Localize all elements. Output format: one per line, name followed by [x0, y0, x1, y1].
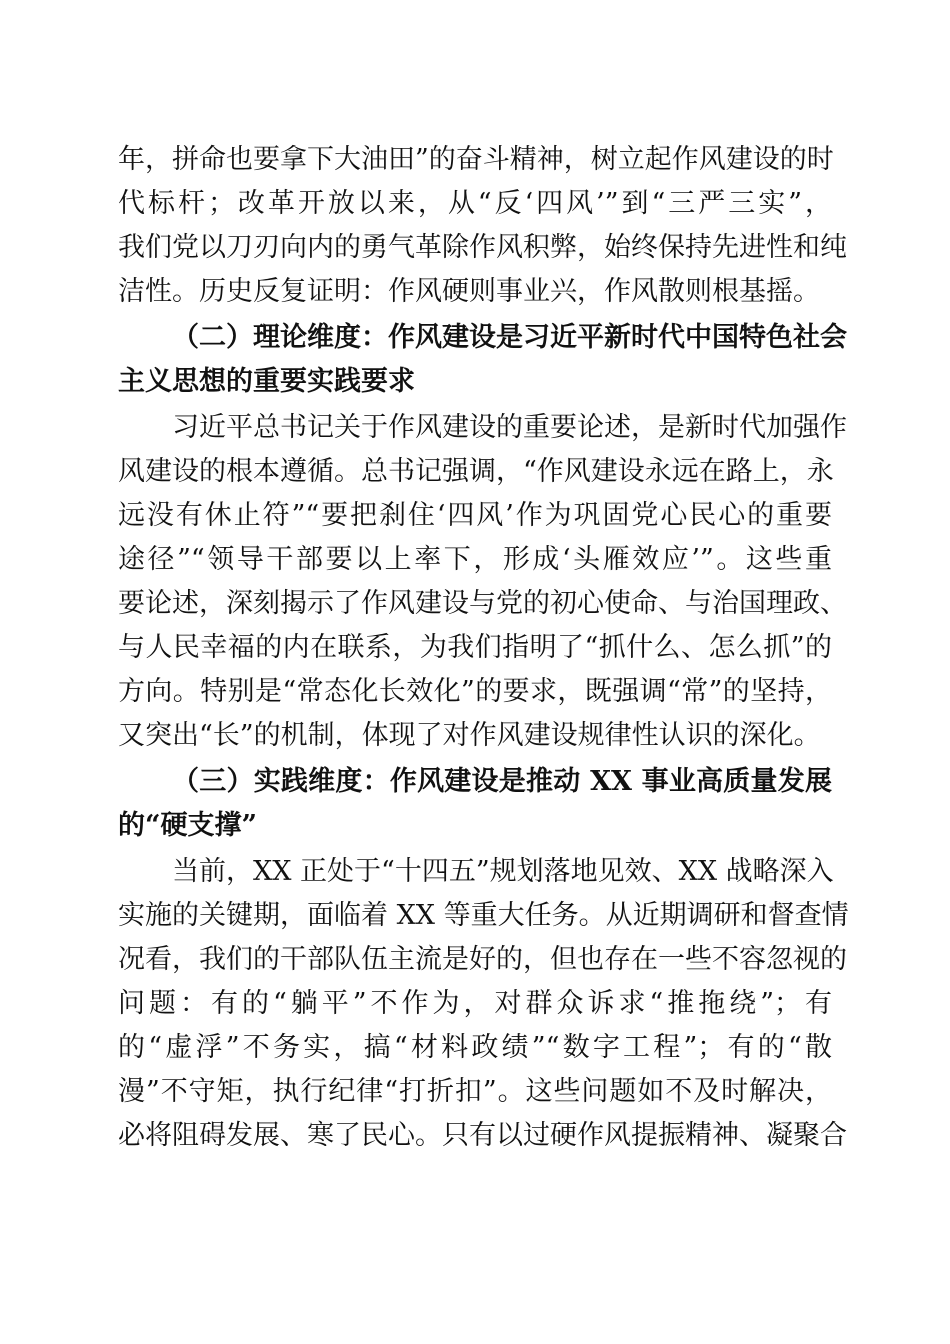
body-line: 方向。特别是“常态化长效化”的要求，既强调“常”的坚持， — [118, 676, 832, 707]
body-line: 途径”“领导干部要以上率下，形成‘头雁效应’”。这些重 — [118, 544, 832, 575]
section-heading: （二）理论维度：作风建设是习近平新时代中国特色社会 — [172, 322, 847, 353]
body-line: 风建设的根本遵循。总书记强调，“作风建设永远在路上，永 — [118, 456, 834, 487]
section-heading: 的“硬支撑” — [118, 810, 258, 841]
body-line: 的“虚浮”不务实，搞“材料政绩”“数字工程”；有的“散 — [118, 1032, 832, 1063]
body-line: 况看，我们的干部队伍主流是好的，但也存在一些不容忽视的 — [118, 944, 847, 975]
body-line: 我们党以刀刃向内的勇气革除作风积弊，始终保持先进性和纯 — [118, 232, 847, 263]
body-line: 洁性。历史反复证明：作风硬则事业兴，作风散则根基摇。 — [118, 276, 820, 307]
section-heading: 主义思想的重要实践要求 — [118, 366, 415, 397]
body-line: 远没有休止符”“要把刹住‘四风’作为巩固党心民心的重要 — [118, 500, 832, 531]
body-line: 要论述，深刻揭示了作风建设与党的初心使命、与治国理政、 — [118, 588, 847, 619]
body-line: 漫”不守矩，执行纪律“打折扣”。这些问题如不及时解决， — [118, 1076, 832, 1107]
body-line: 又突出“长”的机制，体现了对作风建设规律性认识的深化。 — [118, 720, 821, 751]
body-line: 当前，XX 正处于“十四五”规划落地见效、XX 战略深入 — [172, 856, 834, 887]
body-line: 代标杆；改革开放以来，从“反‘四风’”到“三严三实”， — [118, 188, 832, 219]
body-line: 年，拼命也要拿下大油田”的奋斗精神，树立起作风建设的时 — [118, 144, 834, 175]
section-heading: （三）实践维度：作风建设是推动 XX 事业高质量发展 — [172, 766, 832, 797]
body-line: 必将阻碍发展、寒了民心。只有以过硬作风提振精神、凝聚合 — [118, 1120, 847, 1151]
body-line: 问题：有的“躺平”不作为，对群众诉求“推拖绕”；有 — [118, 988, 832, 1019]
body-line: 习近平总书记关于作风建设的重要论述，是新时代加强作 — [172, 412, 847, 443]
body-line: 与人民幸福的内在联系，为我们指明了“抓什么、怎么抓”的 — [118, 632, 832, 663]
body-line: 实施的关键期，面临着 XX 等重大任务。从近期调研和督查情 — [118, 900, 849, 931]
